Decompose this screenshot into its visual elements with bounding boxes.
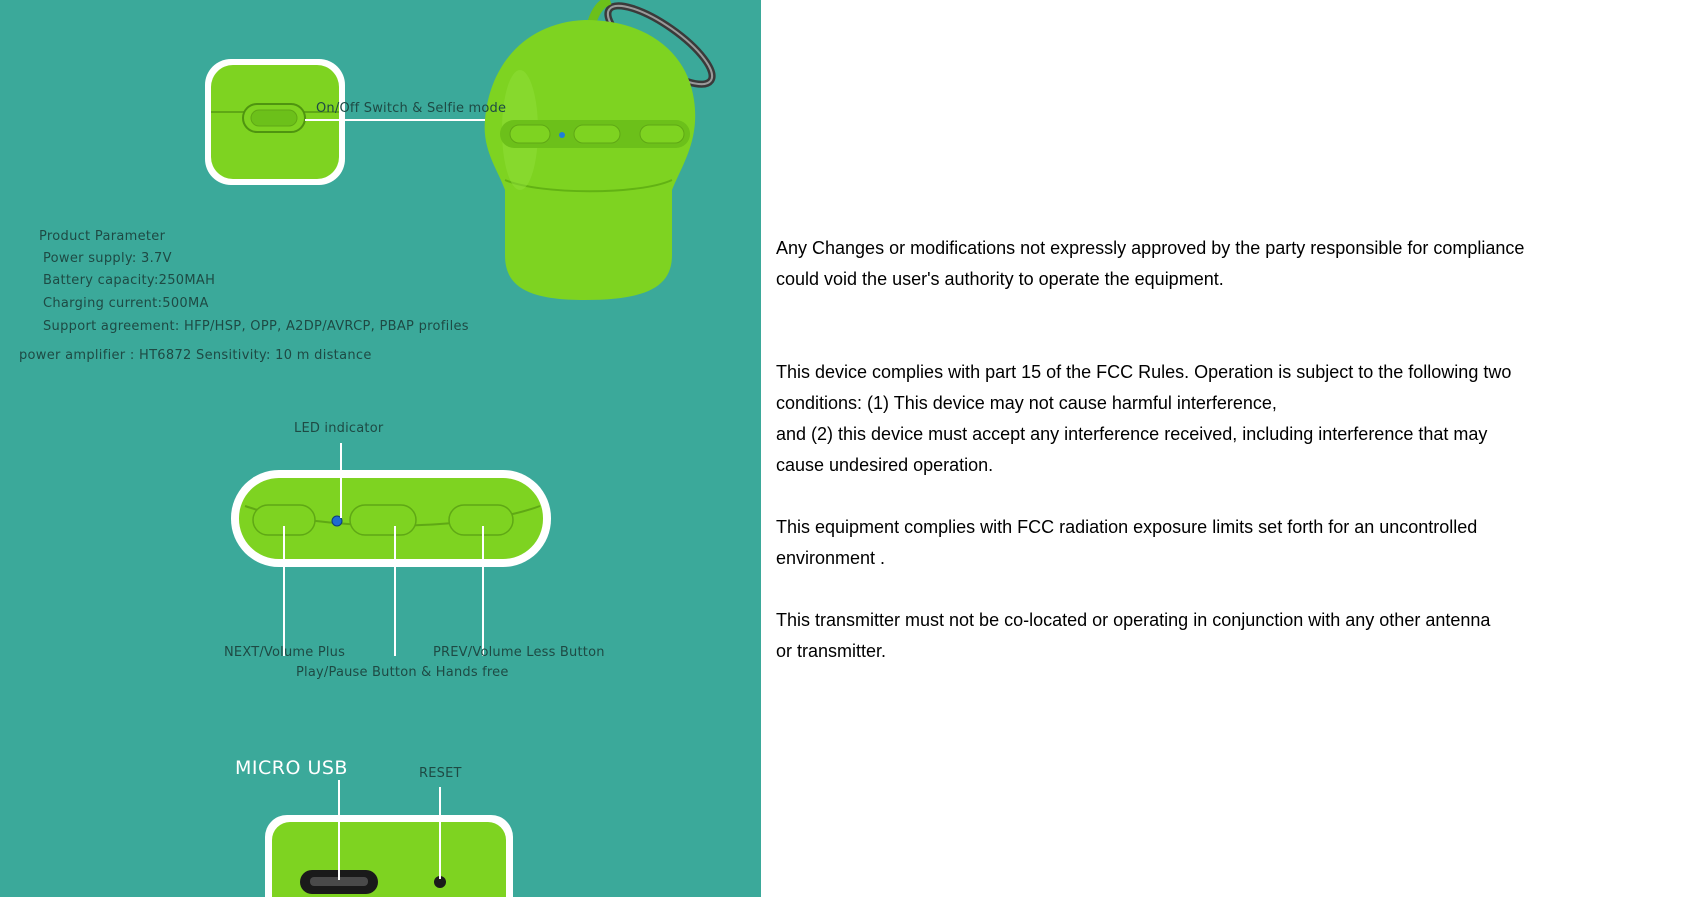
- switch-callout-line: [305, 119, 485, 121]
- usb-label: MICRO USB: [235, 757, 348, 779]
- params-heading: Product Parameter: [39, 229, 166, 244]
- param-support: Support agreement: HFP/HSP, OPP, A2DP/AVRCP, PBAP profiles: [43, 319, 469, 334]
- param-charging: Charging current:500MA: [43, 296, 209, 311]
- fcc-paragraph-colocation: This transmitter must not be co-located or operating in conjunction with any other antenna or transmitter.: [776, 610, 1491, 661]
- fcc-paragraph-radiation: This equipment complies with FCC radiation exposure limits set forth for an uncontrolled environment .: [776, 517, 1478, 568]
- prev-label: PREV/Volume Less Button: [433, 645, 605, 660]
- product-image-panel: [0, 0, 761, 897]
- led-label: LED indicator: [294, 421, 384, 436]
- fcc-paragraph-part15: This device complies with part 15 of the FCC Rules. Operation is subject to the following two conditions: (1) This device may not cause harmful interference, and (2) this device must accept any interference received, including interference that may cause undesired operation.: [776, 362, 1512, 475]
- next-label: NEXT/Volume Plus: [224, 645, 346, 660]
- next-callout-line: [283, 526, 285, 656]
- fcc-paragraph-modifications: Any Changes or modifications not expressly approved by the party responsible for compliance could void the user's authority to operate the equipment.: [776, 238, 1525, 289]
- param-power-supply: Power supply: 3.7V: [43, 251, 172, 266]
- prev-callout-line: [482, 526, 484, 656]
- param-amplifier: power amplifier : HT6872 Sensitivity: 10 m distance: [19, 348, 372, 363]
- play-label: Play/Pause Button & Hands free: [296, 665, 509, 680]
- switch-label: On/Off Switch & Selfie mode: [316, 101, 507, 116]
- fcc-statement: [776, 0, 1616, 897]
- reset-callout-line: [439, 787, 441, 879]
- play-callout-line: [394, 526, 396, 656]
- usb-callout-line: [338, 780, 340, 880]
- reset-label: RESET: [419, 766, 462, 781]
- param-battery: Battery capacity:250MAH: [43, 273, 216, 288]
- speaker-illustration: [0, 0, 761, 897]
- led-callout-line: [340, 443, 342, 518]
